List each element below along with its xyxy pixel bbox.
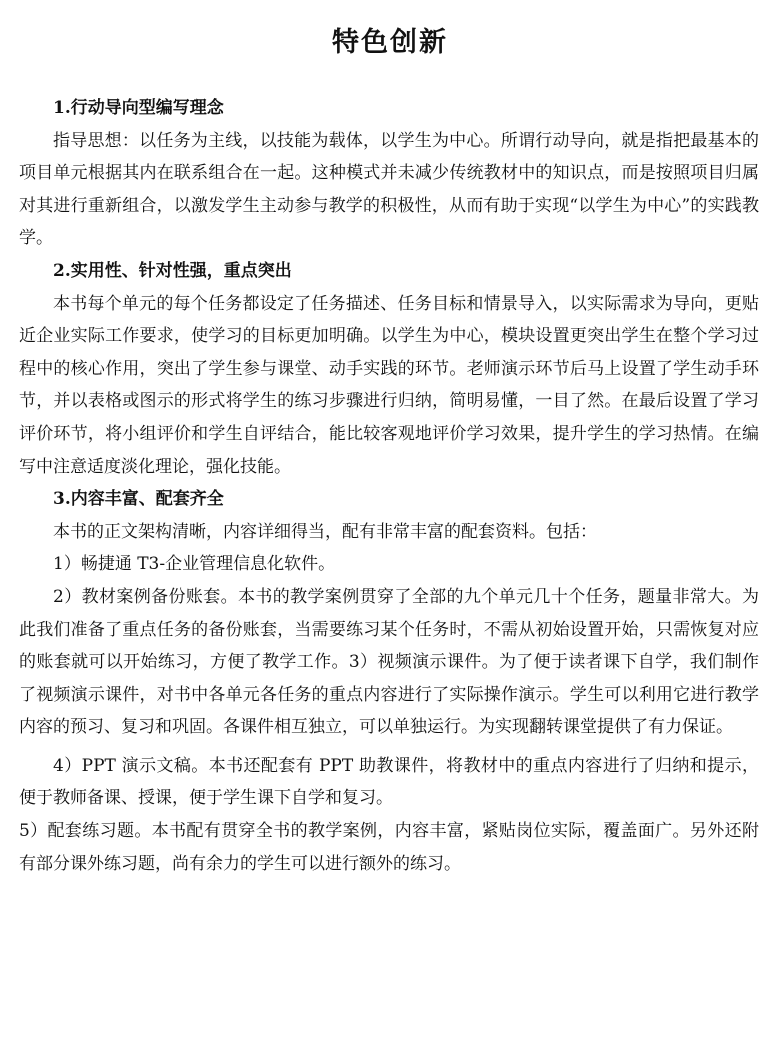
section-2-paragraph-1: 本书每个单元的每个任务都设定了任务描述、任务目标和情景导入，以实际需求为导向，更贴近企业实际工作要求，使学习的目标更加明确。以学生为中心，模块设置更突出学生在整个学习过程中的核心作用，突出了学生参与课堂、动手实践的环节。老师演示环节后马上设置了学生动手环节，并以表格或图示的形式将学生的练习步骤进行归纳，简明易懂，一目了然。在最后设置了学习评价环节，将小组评价和学生自评结合，能比较客观地评价学习效果，提升学生的学习热情。在编写中注意适度淡化理论，强化技能。: [19, 293, 759, 477]
document-body: [19, 92, 759, 880]
section-heading-3: 3.内容丰富、配套齐全: [53, 489, 224, 510]
section-1-paragraph-1: 指导思想：以任务为主线，以技能为载体，以学生为中心。所谓行动导向，就是指把最基本的项目单元根据其内在联系组合在一起。这种模式并未减少传统教材中的知识点，而是按照项目归属对其进行重新组合，以激发学生主动参与教学的积极性，从而有助于实现“以学生为中心”的实践教学。: [19, 130, 759, 249]
page-title: 特色创新: [332, 27, 448, 58]
section-3-item-5: 5）配套练习题。本书配有贯穿全书的教学案例，内容丰富，紧贴岗位实际，覆盖面广。另外还附有部分课外练习题，尚有余力的学生可以进行额外的练习。: [19, 821, 759, 874]
section-3-item-2: 2）教材案例备份账套。本书的教学案例贯穿了全部的九个单元几十个任务，题量非常大。为此我们准备了重点任务的备份账套，当需要练习某个任务时，不需从初始设置开始，只需恢复对应的账套就可以开始练习，方便了教学工作。3）视频演示课件。为了便于读者课下自学，我们制作了视频演示课件，对书中各单元各任务的重点内容进行了实际操作演示。学生可以利用它进行教学内容的预习、复习和巩固。各课件相互独立，可以单独运行。为实现翻转课堂提供了有力保证。: [19, 586, 759, 738]
section-3-item-1: 1）畅捷通 T3-企业管理信息化软件。: [53, 554, 336, 575]
section-3-paragraph-1: 本书的正文架构清晰，内容详细得当，配有非常丰富的配套资料。包括：: [53, 521, 597, 542]
section-3-item-4: 4）PPT 演示文稿。本书还配套有 PPT 助教课件，将教材中的重点内容进行了归纳和提示，便于教师备课、授课，便于学生课下自学和复习。: [19, 755, 759, 809]
section-heading-2: 2.实用性、针对性强，重点突出: [53, 260, 292, 281]
section-heading-1: 1.行动导向型编写理念: [53, 98, 224, 118]
